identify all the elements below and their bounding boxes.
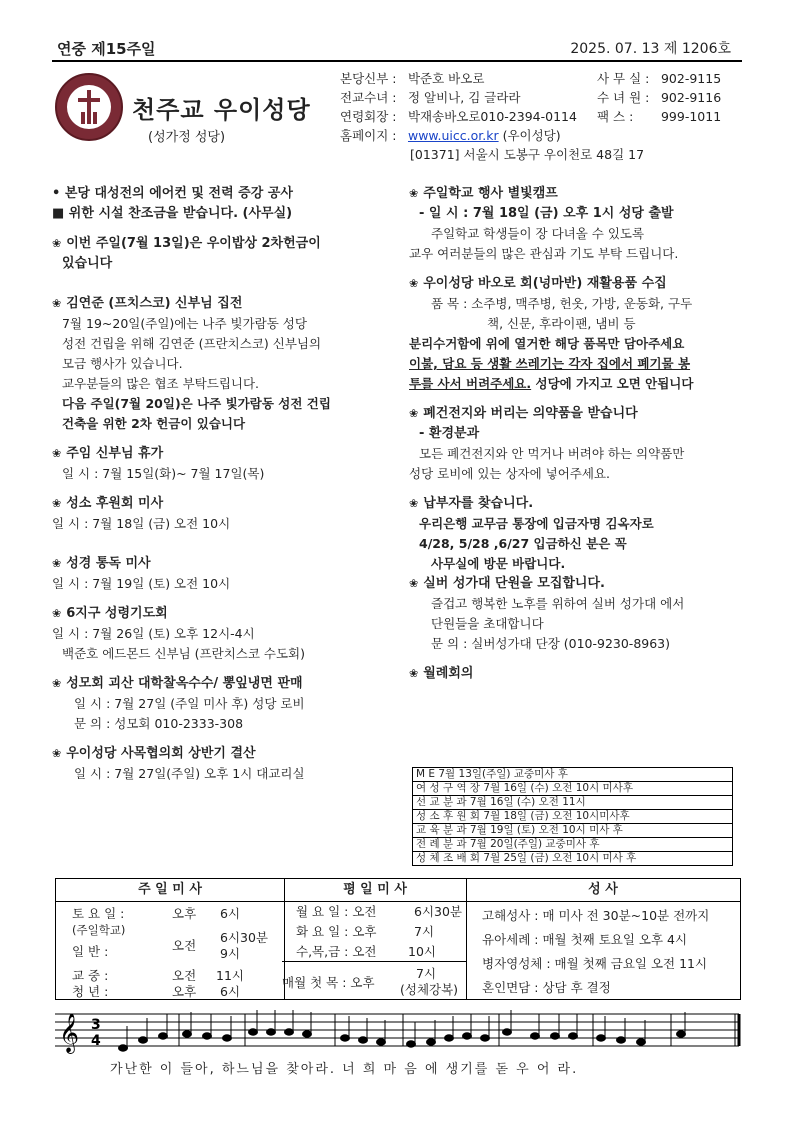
sister-label: 전교수녀 : xyxy=(340,90,397,105)
main-mass-label: 교 중 : xyxy=(72,968,109,983)
hymn-lyrics: 가난한 이 들아, 하느님을 찾아라. 너 희 마 음 에 생기를 돋 우 어 라. xyxy=(110,1062,579,1077)
sat-time: 6시 xyxy=(220,906,241,921)
bulletin-title: 연중 제15주일 xyxy=(57,40,156,58)
bullet-icon: ❀ xyxy=(52,747,62,760)
notice-title: 성모회 괴산 대학찰옥수수/ 뽕잎냉면 판매 xyxy=(66,676,303,691)
music-note xyxy=(159,1033,168,1039)
notice-text: 모든 폐건전지와 안 먹거나 버려야 하는 의약품만 xyxy=(419,446,685,461)
meeting-cell: 전 례 분 과 7월 20일(주일) 교중미사 후 xyxy=(413,838,733,852)
fax-label: 팩 스 : xyxy=(597,109,634,124)
general-time-2: 9시 xyxy=(220,946,241,961)
general-time-1: 6시30분 xyxy=(220,930,269,945)
notice-title: 월례회의 xyxy=(423,666,474,681)
music-note xyxy=(267,1029,276,1035)
monday-label: 월 요 일 : 오전 xyxy=(296,904,377,919)
notice-text: 모금 행사가 있습니다. xyxy=(62,356,183,371)
bullet-icon: ❀ xyxy=(52,297,62,310)
music-note xyxy=(597,1035,606,1041)
meeting-table xyxy=(412,767,733,866)
music-note xyxy=(481,1035,490,1041)
bullet-icon: ❀ xyxy=(409,667,419,680)
music-note xyxy=(445,1035,454,1041)
notice-text: 책, 신문, 후라이팬, 냄비 등 xyxy=(487,316,636,331)
youth-ampm: 오후 xyxy=(172,984,197,999)
music-note xyxy=(407,1041,416,1047)
tuesday-time: 7시 xyxy=(414,924,435,939)
notice-text: - 환경분과 xyxy=(419,426,480,441)
notice-text: 백준호 에드몬드 신부님 (프란치스코 수도회) xyxy=(62,646,305,661)
music-note xyxy=(139,1037,148,1043)
time-sig-bottom: 4 xyxy=(91,1033,101,1049)
meeting-row xyxy=(413,838,733,852)
notice-text: 투를 사서 버려주세요. xyxy=(409,376,532,391)
convent-label: 수 녀 원 : xyxy=(597,90,650,105)
music-note xyxy=(463,1033,472,1039)
notice-title: 폐건전지와 버리는 의약품을 받습니다 xyxy=(423,406,638,421)
notice-text: 4/28, 5/28 ,6/27 입금하신 분은 꼭 xyxy=(419,536,627,551)
notice-text: 분리수거함에 위에 열거한 해당 품목만 담아주세요 xyxy=(409,336,685,351)
confession-info: 고해성사 : 매 미사 전 30분~10분 전까지 xyxy=(482,908,710,923)
notice-text: 건축을 위한 2차 헌금이 있습니다 xyxy=(62,416,246,431)
parish-name: 천주교 우이성당 xyxy=(132,96,311,124)
bullet-icon: ❀ xyxy=(52,447,62,460)
bullet-icon: ❀ xyxy=(52,497,62,510)
youth-time: 6시 xyxy=(220,984,241,999)
music-note xyxy=(637,1039,646,1045)
notice-text: 단원들을 초대합니다 xyxy=(431,616,544,631)
notice-title: 있습니다 xyxy=(62,256,113,271)
weekday-mass-header: 평 일 미 사 xyxy=(284,879,466,902)
homepage-label: 홈페이지 : xyxy=(340,128,397,143)
music-note xyxy=(503,1029,512,1035)
notice-title: 납부자를 찾습니다. xyxy=(423,496,534,511)
office-phone: 902-9115 xyxy=(660,71,722,86)
bullet-icon: ❀ xyxy=(409,407,419,420)
parish-contacts xyxy=(597,69,721,126)
notice-title: 김연준 (프치스코) 신부님 집전 xyxy=(66,296,243,311)
notice-text: 일 시 : 7월 15일(화)~ 7월 17일(목) xyxy=(62,466,265,481)
notice-title: 이번 주일(7월 13일)은 우이밥상 2차헌금이 xyxy=(66,236,321,251)
notice-text: 성당에 가지고 오면 안됩니다 xyxy=(531,376,694,391)
sunday-mass-header: 주 일 미 사 xyxy=(56,879,284,902)
music-note xyxy=(377,1039,386,1045)
notice-aircon-line1: • 본당 대성전의 에어컨 및 전력 증강 공사 xyxy=(52,186,293,201)
tuesday-label: 화 요 일 : 오후 xyxy=(296,924,377,939)
monday-time: 6시30분 xyxy=(414,904,463,919)
notice-text: 다음 주일(7월 20일)은 나주 빛가람동 성전 건립 xyxy=(62,396,331,411)
meeting-cell: 선 교 분 과 7월 16일 (수) 오전 11시 xyxy=(413,796,733,810)
music-note xyxy=(569,1033,578,1039)
mass-schedule xyxy=(55,878,741,1000)
header-divider xyxy=(52,60,742,62)
notice-text: 교우 여러분들의 많은 관심과 기도 부탁 드립니다. xyxy=(409,246,679,261)
main-mass-time: 11시 xyxy=(216,968,244,983)
general-label: 일 반 : xyxy=(72,944,109,959)
notice-text: 문 의 : 성모회 010-2333-308 xyxy=(74,716,244,731)
notice-text: 성당 로비에 있는 상자에 넣어주세요. xyxy=(409,466,610,481)
time-sig-top: 3 xyxy=(91,1017,101,1033)
music-note xyxy=(551,1033,560,1039)
notice-text: 즐겁고 행복한 노후를 위하여 실버 성가대 에서 xyxy=(431,596,685,611)
music-note xyxy=(427,1039,436,1045)
notice-text: 우리은행 교무금 통장에 입금자명 김옥자로 xyxy=(419,516,654,531)
council-name: 박재송바오로010-2394-0114 xyxy=(407,109,577,124)
right-column xyxy=(409,184,744,684)
sat-label: 토 요 일 : xyxy=(72,906,125,921)
wed-fri-time: 10시 xyxy=(408,944,436,959)
parish-address: [01371] 서울시 도봉구 우이천로 48길 17 xyxy=(410,147,645,162)
sat-sub: (주일학교) xyxy=(72,923,126,937)
pastor-label: 본당신부 : xyxy=(340,71,397,86)
meeting-cell: M E 7월 13일(주일) 교중미사 후 xyxy=(413,768,733,782)
notice-text: 품 목 : 소주병, 맥주병, 헌옷, 가방, 운동화, 구두 xyxy=(431,296,693,311)
meeting-row xyxy=(413,852,733,866)
bullet-icon: ❀ xyxy=(409,187,419,200)
office-label: 사 무 실 : xyxy=(597,71,650,86)
convent-phone: 902-9116 xyxy=(660,90,722,105)
column-divider xyxy=(466,879,467,999)
parish-subtitle: (성가정 성당) xyxy=(148,130,226,145)
notice-text: 이불, 담요 등 생활 쓰레기는 각자 집에서 폐기물 봉 xyxy=(409,356,691,371)
notice-title: 성소 후원회 미사 xyxy=(66,496,164,511)
notice-title: 우이성당 바오로 회(넝마반) 재활용품 수집 xyxy=(423,276,667,291)
music-note xyxy=(183,1031,192,1037)
council-label: 연령회장 : xyxy=(340,109,397,124)
notice-title: 주임 신부님 휴가 xyxy=(66,446,164,461)
notice-text: 일 시 : 7월 19일 (토) 오전 10시 xyxy=(52,576,231,591)
sick-communion-info: 병자영성체 : 매월 첫째 금요일 오전 11시 xyxy=(482,956,708,971)
youth-label: 청 년 : xyxy=(72,984,109,999)
notice-aircon-line2: ■ 위한 시설 찬조금을 받습니다. (사무실) xyxy=(52,206,293,221)
meeting-cell: 여 성 구 역 장 7월 16일 (수) 오전 10시 미사후 xyxy=(413,782,733,796)
bullet-icon: ❀ xyxy=(52,677,62,690)
music-note xyxy=(617,1037,626,1043)
first-thursday-sub: (성체강복) xyxy=(400,982,459,997)
meeting-row xyxy=(413,768,733,782)
first-thursday-label: 매월 첫 목 : 오후 xyxy=(282,975,375,990)
notice-text: 주일학교 학생들이 장 다녀올 수 있도록 xyxy=(431,226,645,241)
weekday-divider xyxy=(282,961,466,962)
bullet-icon: ❀ xyxy=(52,607,62,620)
music-note xyxy=(285,1029,294,1035)
general-ampm: 오전 xyxy=(172,938,197,953)
notice-text: 사무실에 방문 바랍니다. xyxy=(431,556,566,571)
meeting-cell: 성 체 조 배 회 7월 25일 (금) 오전 10시 미사 후 xyxy=(413,852,733,866)
notice-text: 일 시 : 7월 27일(주일) 오후 1시 대교리실 xyxy=(74,766,305,781)
music-note xyxy=(119,1045,128,1051)
bullet-icon: ❀ xyxy=(52,557,62,570)
infant-baptism-info: 유아세례 : 매월 첫째 토요일 오후 4시 xyxy=(482,932,688,947)
meeting-row xyxy=(413,824,733,838)
music-note xyxy=(223,1035,232,1041)
music-note xyxy=(249,1029,258,1035)
marriage-consult-info: 혼인면담 : 상담 후 결정 xyxy=(482,980,611,995)
notice-text: 문 의 : 실버성가대 단장 (010-9230-8963) xyxy=(431,636,671,651)
bullet-icon: ❀ xyxy=(409,497,419,510)
music-note xyxy=(531,1033,540,1039)
first-thursday-time: 7시 xyxy=(416,966,437,981)
music-note xyxy=(303,1031,312,1037)
meeting-row xyxy=(413,796,733,810)
bullet-icon: ❀ xyxy=(52,237,62,250)
treble-clef-icon: 𝄞 xyxy=(59,1013,80,1053)
meeting-row xyxy=(413,782,733,796)
notice-title: 성경 통독 미사 xyxy=(66,556,151,571)
notice-title: 우이성당 사목협의회 상반기 결산 xyxy=(66,746,256,761)
fax-number: 999-1011 xyxy=(660,109,722,124)
bulletin-date: 2025. 07. 13 제 1206호 xyxy=(570,41,731,57)
notice-text: 일 시 : 7월 26일 (토) 오후 12시-4시 xyxy=(52,626,255,641)
notice-text: 일 시 : 7월 18일 (금) 오전 10시 xyxy=(52,516,231,531)
notice-text: 교우분들의 많은 협조 부탁드립니다. xyxy=(62,376,260,391)
music-note xyxy=(203,1033,212,1039)
notice-text: 성전 건립을 위해 김연준 (프란치스코) 신부님의 xyxy=(62,336,322,351)
notice-text: 일 시 : 7월 27일 (주일 미사 후) 성당 로비 xyxy=(74,696,305,711)
pastor-name: 박준호 바오로 xyxy=(407,71,485,86)
notice-text: 7월 19~20일(주일)에는 나주 빛가람동 성당 xyxy=(62,316,307,331)
notice-text: - 일 시 : 7월 18일 (금) 오후 1시 성당 출발 xyxy=(419,206,674,221)
notice-title: 주일학교 행사 별빛캠프 xyxy=(423,186,558,201)
sat-ampm: 오후 xyxy=(172,906,197,921)
bullet-icon: ❀ xyxy=(409,577,419,590)
music-note xyxy=(359,1037,368,1043)
meeting-row xyxy=(413,810,733,824)
meeting-cell: 교 육 분 과 7월 19일 (토) 오전 10시 미사 후 xyxy=(413,824,733,838)
music-note xyxy=(341,1035,350,1041)
main-mass-ampm: 오전 xyxy=(172,968,197,983)
wed-fri-label: 수,목,금 : 오전 xyxy=(296,944,377,959)
bullet-icon: ❀ xyxy=(409,277,419,290)
homepage-name: (우이성당) xyxy=(502,128,561,143)
parish-logo-icon xyxy=(54,72,124,142)
notice-title: 실버 성가대 단원을 모집합니다. xyxy=(423,576,605,591)
sister-names: 정 알비나, 김 글라라 xyxy=(407,90,521,105)
left-column xyxy=(52,184,397,784)
homepage-link[interactable]: www.uicc.or.kr xyxy=(407,128,499,143)
meeting-cell: 성 소 후 원 회 7월 18일 (금) 오전 10시미사후 xyxy=(413,810,733,824)
music-note xyxy=(677,1031,686,1037)
notice-title: 6지구 성령기도회 xyxy=(66,606,168,621)
sacrament-header: 성 사 xyxy=(466,879,740,902)
